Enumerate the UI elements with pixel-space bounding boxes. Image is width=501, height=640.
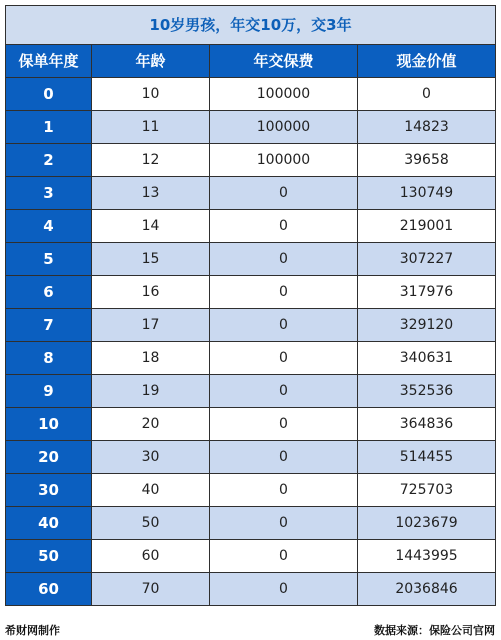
premium-cell: 0 (210, 474, 358, 507)
header-row (6, 45, 496, 78)
policy-year-cell: 50 (6, 540, 92, 573)
table-row (6, 78, 496, 111)
premium-cell: 0 (210, 540, 358, 573)
policy-year-cell: 1 (6, 111, 92, 144)
age-cell: 13 (92, 177, 210, 210)
cash-value-cell: 1023679 (358, 507, 496, 540)
cash-value-cell: 14823 (358, 111, 496, 144)
policy-year-cell: 30 (6, 474, 92, 507)
cash-value-cell: 0 (358, 78, 496, 111)
policy-year-cell: 6 (6, 276, 92, 309)
premium-cell: 0 (210, 177, 358, 210)
cash-value-cell: 2036846 (358, 573, 496, 606)
policy-year-cell: 5 (6, 243, 92, 276)
age-cell: 50 (92, 507, 210, 540)
cash-value-table (5, 5, 496, 606)
age-cell: 60 (92, 540, 210, 573)
premium-cell: 0 (210, 210, 358, 243)
age-cell: 40 (92, 474, 210, 507)
table-row (6, 342, 496, 375)
table-row (6, 540, 496, 573)
age-cell: 19 (92, 375, 210, 408)
cash-value-table-container (5, 5, 495, 606)
cash-value-cell: 725703 (358, 474, 496, 507)
table-row (6, 507, 496, 540)
premium-cell: 0 (210, 342, 358, 375)
table-row (6, 474, 496, 507)
policy-year-cell: 2 (6, 144, 92, 177)
age-cell: 14 (92, 210, 210, 243)
policy-year-cell: 40 (6, 507, 92, 540)
cash-value-cell: 514455 (358, 441, 496, 474)
premium-cell: 0 (210, 507, 358, 540)
table-row (6, 573, 496, 606)
premium-cell: 0 (210, 375, 358, 408)
premium-cell: 0 (210, 243, 358, 276)
cash-value-cell: 39658 (358, 144, 496, 177)
policy-year-cell: 10 (6, 408, 92, 441)
footer-credit: 希财网制作 (5, 624, 60, 637)
table-row (6, 111, 496, 144)
age-cell: 11 (92, 111, 210, 144)
cash-value-cell: 364836 (358, 408, 496, 441)
policy-year-cell: 9 (6, 375, 92, 408)
table-row (6, 309, 496, 342)
age-cell: 10 (92, 78, 210, 111)
premium-cell: 0 (210, 573, 358, 606)
header-annual-premium: 年交保费 (210, 45, 358, 78)
age-cell: 20 (92, 408, 210, 441)
premium-cell: 100000 (210, 111, 358, 144)
footer (5, 622, 495, 640)
table-row (6, 177, 496, 210)
table-row (6, 144, 496, 177)
table-row (6, 243, 496, 276)
header-cash-value: 现金价值 (358, 45, 496, 78)
premium-cell: 100000 (210, 78, 358, 111)
cash-value-cell: 317976 (358, 276, 496, 309)
table-row (6, 408, 496, 441)
age-cell: 12 (92, 144, 210, 177)
premium-cell: 0 (210, 309, 358, 342)
age-cell: 70 (92, 573, 210, 606)
age-cell: 15 (92, 243, 210, 276)
premium-cell: 0 (210, 408, 358, 441)
cash-value-cell: 307227 (358, 243, 496, 276)
policy-year-cell: 60 (6, 573, 92, 606)
header-policy-year: 保单年度 (6, 45, 92, 78)
cash-value-cell: 1443995 (358, 540, 496, 573)
policy-year-cell: 20 (6, 441, 92, 474)
footer-source: 数据来源：保险公司官网 (374, 624, 495, 637)
policy-year-cell: 4 (6, 210, 92, 243)
premium-cell: 0 (210, 276, 358, 309)
policy-year-cell: 0 (6, 78, 92, 111)
age-cell: 17 (92, 309, 210, 342)
premium-cell: 0 (210, 441, 358, 474)
header-age: 年龄 (92, 45, 210, 78)
cash-value-cell: 352536 (358, 375, 496, 408)
cash-value-cell: 219001 (358, 210, 496, 243)
policy-year-cell: 8 (6, 342, 92, 375)
cash-value-cell: 340631 (358, 342, 496, 375)
cash-value-cell: 130749 (358, 177, 496, 210)
premium-cell: 100000 (210, 144, 358, 177)
policy-year-cell: 3 (6, 177, 92, 210)
table-title: 10岁男孩，年交10万，交3年 (6, 6, 496, 45)
table-row (6, 210, 496, 243)
table-row (6, 441, 496, 474)
table-row (6, 375, 496, 408)
age-cell: 16 (92, 276, 210, 309)
table-row (6, 276, 496, 309)
age-cell: 30 (92, 441, 210, 474)
age-cell: 18 (92, 342, 210, 375)
policy-year-cell: 7 (6, 309, 92, 342)
cash-value-cell: 329120 (358, 309, 496, 342)
